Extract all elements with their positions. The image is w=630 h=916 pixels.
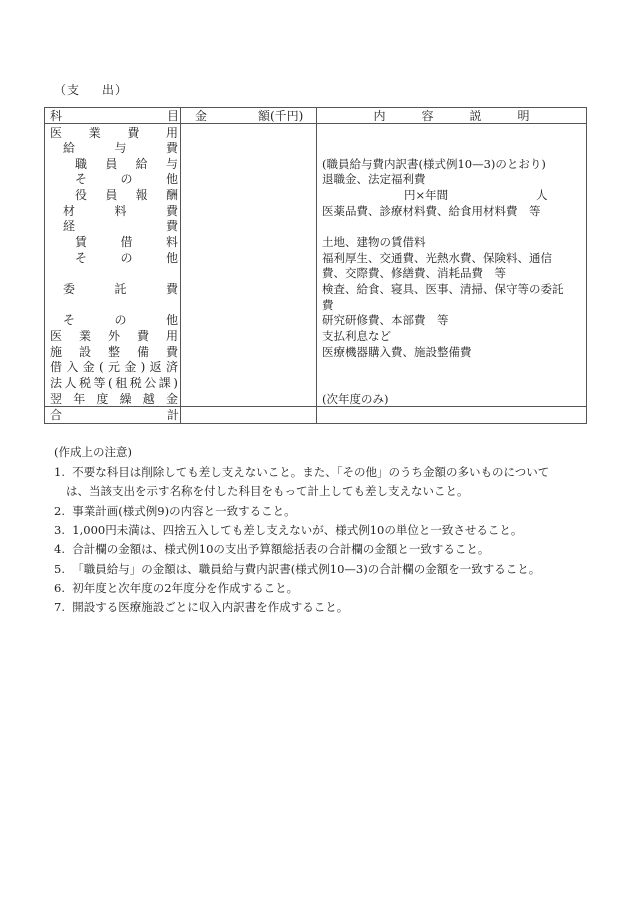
row-description: 費 [322,297,334,312]
row-description: 支払利息など [322,328,391,343]
header-description: 内 容 説 明 [373,109,530,123]
row-description: (職員給与費内訳書(様式例10—3)のとおり) [322,156,546,171]
row-description: 医療機器購入費、施設整備費 [322,344,472,359]
total-label-1: 合 [50,408,63,422]
row-description-part: 人 [536,188,548,203]
header-amount-2: 額(千円) [258,109,304,123]
table-row [45,313,586,329]
note-item: は、当該支出を示す名称を付した科目をもって計上しても差し支えないこと。 [66,484,469,499]
table-row [45,219,586,235]
table-row [45,235,586,251]
note-item: 4. 合計欄の金額は、様式例10の支出予算額総括表の合計欄の金額と一致すること。 [54,542,490,557]
table-row [45,204,586,220]
table-row [45,360,586,376]
row-label: 借入金(元金)返済 [50,360,178,375]
row-description: 土地、建物の賃借料 [322,235,426,250]
row-label: 役員報酬 [75,188,178,203]
note-item: 2. 事業計画(様式例9)の内容と一致すること。 [54,503,296,518]
row-description: (次年度のみ) [322,391,389,406]
row-description: 検査、給食、寝具、医事、清掃、保守等の委託 [322,282,564,296]
table-row [45,376,586,392]
row-description: 費、交際費、修繕費、消耗品費 等 [322,266,506,281]
row-description: 退職金、法定福利費 [322,172,426,187]
row-description: 福利厚生、交通費、光熱水費、保険料、通信 [322,250,552,265]
row-description-part: 円×年間 [404,188,449,203]
table-row [45,172,586,188]
row-label: その他 [75,172,178,187]
header-subject-2: 目 [167,109,180,123]
table-row [45,126,586,142]
row-label: 医業外費用 [50,328,178,343]
table-row [45,329,586,345]
note-item: 7. 開設する医療施設ごとに収入内訳書を作成すること。 [54,600,349,615]
row-label: 法人税等(租税公課) [50,375,178,390]
row-label: 賃借料 [75,235,178,250]
header-subject-1: 科 [50,109,63,123]
table-row [45,188,586,204]
note-item: 3. 1,000円未満は、四捨五入しても差し支えないが、様式例10の単位と一致させること。 [54,522,523,537]
row-label: その他 [75,250,178,265]
table-row [45,282,586,298]
total-label-2: 計 [167,408,180,422]
row-label: 翌年度繰越金 [50,391,178,406]
expenditure-table [44,107,587,424]
note-item: 5. 「職員給与」の金額は、職員給与費内訳書(様式例10—3)の合計欄の金額を一致すること。 [54,561,541,576]
row-label: 経費 [63,219,178,234]
table-row [45,266,586,282]
table-row [45,141,586,157]
row-label: 給与費 [63,141,178,156]
note-item: 1. 不要な科目は削除しても差し支えないこと。また、「その他」のうち金額の多いものについて [54,465,550,479]
section-title [54,81,128,98]
row-label: 医業費用 [50,125,178,140]
table-row [45,345,586,361]
table-row [45,392,586,408]
row-label: その他 [63,313,178,328]
row-label: 材料費 [63,203,178,218]
row-label: 施設整備費 [50,344,178,359]
table-row [45,157,586,173]
row-description: 研究研修費、本部費 等 [322,313,449,328]
row-description: 医薬品費、診療材料費、給食用材料費 等 [322,203,541,218]
header-amount-1: 金 [195,109,208,123]
note-item: 6. 初年度と次年度の2年度分を作成すること。 [54,580,299,595]
notes-title: (作成上の注意) [54,445,132,459]
table-row [45,298,586,314]
title-part: 出） [102,83,129,97]
title-part: （支 [54,83,81,97]
row-label: 職員給与 [75,156,178,171]
table-row [45,251,586,267]
row-label: 委託費 [63,282,178,296]
